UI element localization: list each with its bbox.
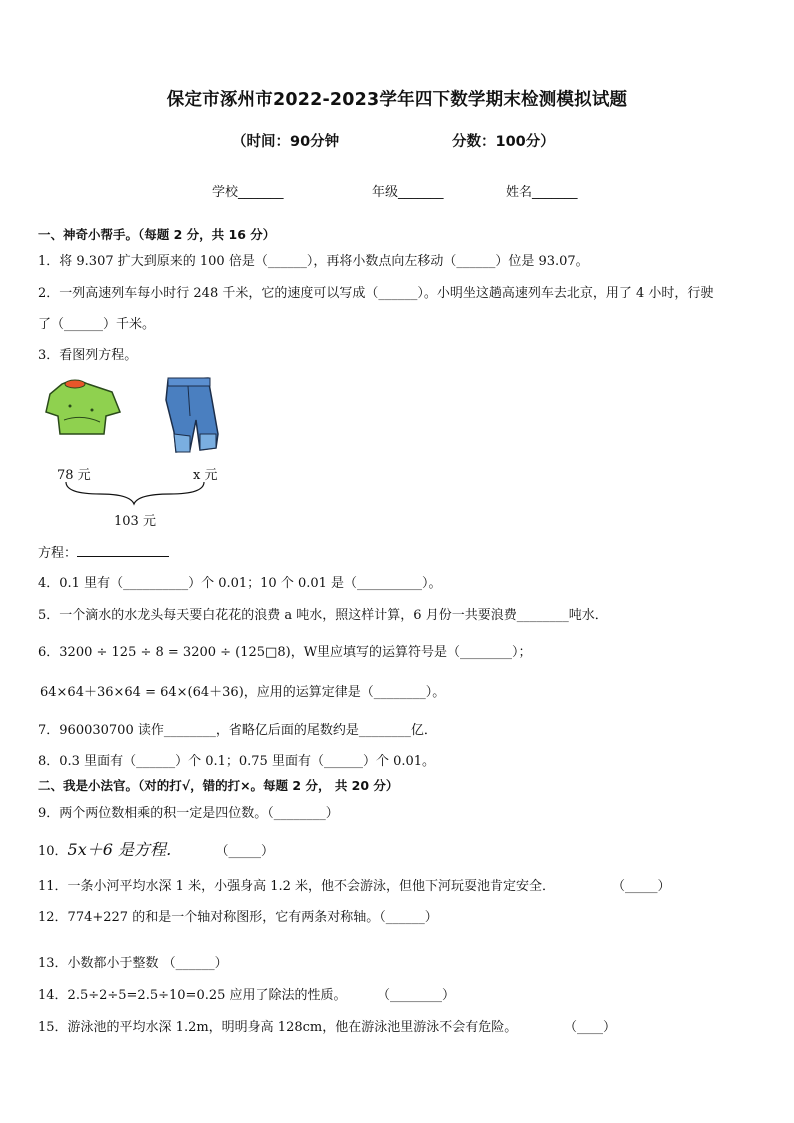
exam-score: 分数：100分）	[452, 134, 555, 150]
equation-answer-blank[interactable]	[77, 556, 169, 557]
shirt-icon	[46, 380, 120, 434]
question-8: 8．0.3 里面有（______）个 0.1；0.75 里面有（______）个 0.01。	[38, 754, 436, 769]
q6-number: 6．	[38, 645, 60, 660]
question-4: 4．0.1 里有（__________）个 0.01；10 个 0.01 是（__________）。	[38, 576, 442, 591]
question-10	[38, 837, 274, 860]
equation-line	[38, 542, 169, 561]
question-5: 5．一个滴水的水龙头每天要白花花的浪费 a 吨水，照这样计算，6 月份一共要浪费________吨水．	[38, 608, 608, 623]
q6-text-2: ，应用的运算定律是（________）。	[243, 685, 446, 700]
name-field[interactable]: 姓名_______	[506, 185, 578, 200]
question-6-line2	[40, 681, 445, 700]
question-2-line1: 2．一列高速列车每小时行 248 千米，它的速度可以写成（______）。小明坐这趟高速列车去北京，用了 4 小时，行驶	[38, 286, 714, 301]
question-7: 7．960030700 读作________，省略亿后面的尾数约是________亿．	[38, 723, 437, 738]
question-9: 9．两个两位数相乘的积一定是四位数。（________）	[38, 806, 339, 821]
exam-time: （时间：90分钟	[232, 134, 340, 150]
q3-figure	[40, 376, 240, 526]
question-13: 13．小数都小于整数 （______）	[38, 956, 228, 971]
q14-answer-blank[interactable]: （________）	[377, 988, 456, 1003]
jeans-icon	[166, 378, 218, 452]
question-12: 12．774+227 的和是一个轴对称图形，它有两条对称轴。（______）	[38, 910, 438, 925]
question-3: 3．看图列方程。	[38, 348, 138, 363]
question-6-line1	[38, 641, 532, 660]
q6-text-1: ，W里应填写的运算符号是（________）；	[290, 645, 532, 660]
question-14: 14．2.5÷2÷5=2.5÷10=0.25 应用了除法的性质。	[38, 988, 347, 1003]
grade-field[interactable]: 年级_______	[372, 185, 444, 200]
q10-answer-blank[interactable]: （_____）	[222, 844, 275, 859]
q6-expression-1: 3200 ÷ 125 ÷ 8 = 3200 ÷ (125□8)	[59, 645, 291, 660]
question-2-line2: 了（______）千米。	[38, 317, 156, 332]
equation-label: 方程：	[38, 546, 78, 561]
question-1: 1．将 9.307 扩大到原来的 100 倍是（______），再将小数点向左移动（______）位是 93.07。	[38, 254, 589, 269]
price-left-label: 78 元	[57, 468, 91, 483]
section-2-heading: 二、我是小法官。（对的打√，错的打×。每题 2 分， 共 20 分）	[38, 778, 399, 793]
q6-expression-2: 64×64＋36×64 = 64×(64＋36)	[40, 685, 244, 700]
question-15: 15．游泳池的平均水深 1.2m，明明身高 128cm，他在游泳池里游泳不会有危险。	[38, 1020, 518, 1035]
question-11: 11．一条小河平均水深 1 米，小强身高 1.2 米，他不会游泳，但他下河玩耍池肯定安全．	[38, 879, 556, 894]
q10-number: 10．	[38, 844, 68, 859]
total-brace	[66, 482, 204, 504]
q15-answer-blank[interactable]: （____）	[564, 1020, 617, 1035]
q11-answer-blank[interactable]: （_____）	[612, 879, 671, 894]
price-right-label: x 元	[193, 468, 218, 483]
section-1-heading: 一、神奇小帮手。（每题 2 分，共 16 分）	[38, 227, 276, 242]
total-price-label: 103 元	[114, 514, 156, 529]
school-field[interactable]: 学校_______	[212, 185, 284, 200]
q10-expression: 5x＋6 是方程．	[67, 840, 183, 859]
page-title: 保定市涿州市2022-2023学年四下数学期末检测模拟试题	[166, 90, 628, 110]
